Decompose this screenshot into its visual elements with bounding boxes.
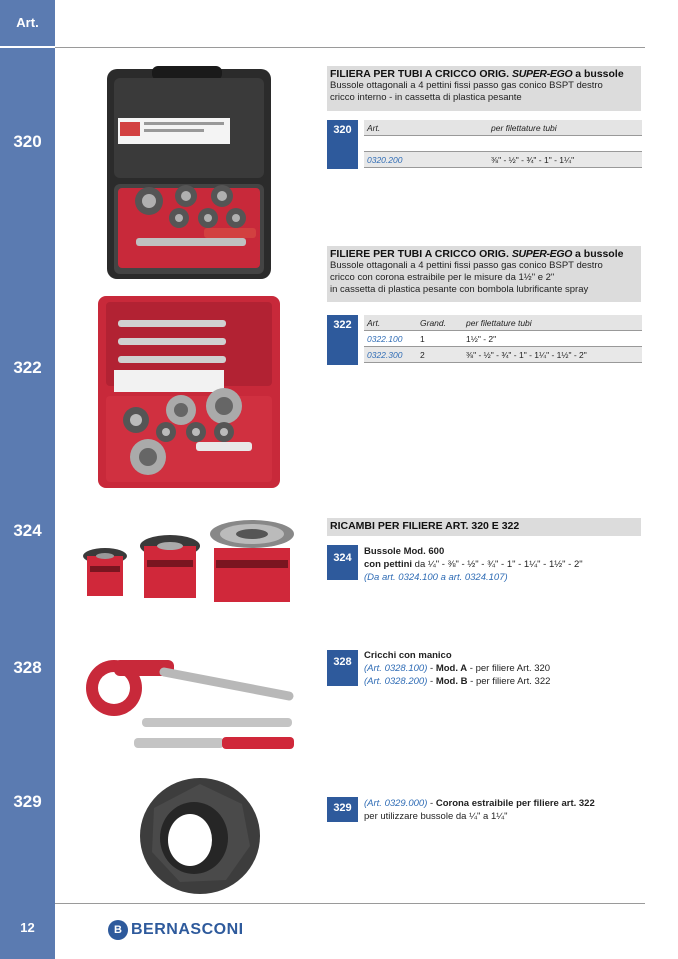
section-320-badge: 320	[327, 120, 358, 169]
table-row-spacer	[364, 136, 642, 152]
line-2: per utilizzare bussole da ¼" a 1¼"	[364, 811, 508, 822]
model-a-line	[364, 662, 550, 675]
sidebar-header: Art.	[0, 0, 55, 48]
product-image-328-ratchets	[84, 652, 296, 756]
description-line-3: in cassetta di plastica pesante con bombola lubrificante spray	[330, 284, 589, 295]
line-2-rest: da ¼" - ⅜" - ½" - ¾" - 1" - 1¼" - 1½" - 2"	[412, 559, 583, 570]
sidebar-number-329: 329	[13, 792, 42, 811]
model-b-code: (Art. 0328.200)	[364, 676, 428, 687]
section-328-text	[364, 649, 550, 688]
line-1: Cricchi con manico	[364, 650, 452, 661]
grand-value	[430, 152, 488, 168]
description-line-2: cricco con corona estraibile per le misure da 1½" e 2"	[330, 272, 555, 283]
title-text: FILIERA PER TUBI A CRICCO ORIG.	[330, 68, 513, 80]
model-b-desc: - per filiere Art. 322	[467, 676, 551, 687]
section-322-header	[327, 246, 641, 302]
model-a-code: (Art. 0328.100)	[364, 663, 428, 674]
art-code: 0322.100	[364, 331, 417, 347]
bernasconi-logo	[108, 918, 244, 942]
page-number: 12	[20, 920, 35, 935]
art-code: 0322.300	[364, 347, 417, 363]
model-b-line	[364, 675, 550, 688]
line-1	[364, 797, 595, 810]
brand-name: SUPER-EGO	[512, 68, 573, 80]
top-divider	[55, 47, 645, 48]
product-image-320-case	[104, 66, 274, 284]
line-3-codes: (Da art. 0324.100 a art. 0324.107)	[364, 572, 508, 583]
section-324-header	[327, 518, 641, 536]
sidebar-number-324: 324	[13, 521, 42, 540]
filettature-value: ⅜" - ½" - ¾" - 1" - 1¼" - 1½" - 2"	[463, 347, 642, 363]
col-art: Art.	[364, 120, 430, 136]
logo-mark-icon: B	[108, 920, 128, 940]
section-329-badge: 329	[327, 797, 358, 822]
item-name: Corona estraibile per filiere art. 322	[435, 798, 595, 809]
table-row	[364, 331, 642, 347]
separator: -	[427, 798, 436, 809]
table-row	[364, 152, 642, 168]
line-2-bold: con pettini	[364, 559, 413, 570]
sidebar-number-320: 320	[13, 132, 42, 151]
section-322-table	[364, 315, 642, 363]
title-suffix: a bussole	[572, 68, 624, 80]
filettature-value: 1½" - 2"	[463, 331, 642, 347]
sidebar	[0, 0, 55, 959]
separator: -	[427, 663, 436, 674]
filettature-value: ⅜" - ½" - ¾" - 1" - 1¼"	[488, 152, 642, 168]
model-b-name: Mod. B	[435, 676, 468, 687]
bottom-divider	[55, 903, 645, 904]
section-328-badge: 328	[327, 650, 358, 686]
section-324-badge: 324	[327, 545, 358, 580]
grand-value: 1	[417, 331, 463, 347]
title-text: FILIERE PER TUBI A CRICCO ORIG.	[330, 248, 512, 260]
brand-name: SUPER-EGO	[511, 248, 573, 260]
sidebar-number-328: 328	[13, 658, 42, 677]
logo-name: BERNASCONI	[131, 921, 244, 938]
table-row	[364, 347, 642, 363]
description-line-2: cricco interno - in cassetta di plastica pesante	[330, 92, 522, 103]
product-image-329-corona	[134, 774, 264, 896]
col-grand: Grand.	[417, 315, 463, 331]
grand-value: 2	[417, 347, 463, 363]
col-filettature: per filettature tubi	[488, 120, 642, 136]
col-filettature: per filettature tubi	[463, 315, 642, 331]
line-2	[364, 558, 583, 571]
section-320-header	[327, 66, 641, 111]
model-a-name: Mod. A	[435, 663, 468, 674]
item-code: (Art. 0329.000)	[364, 798, 428, 809]
section-329-text	[364, 797, 595, 823]
section-320-table	[364, 120, 642, 168]
table-header-row	[364, 120, 642, 136]
description-line-1: Bussole ottagonali a 4 pettini fissi passo gas conico BSPT destro	[330, 80, 603, 91]
model-a-desc: - per filiere Art. 320	[467, 663, 551, 674]
section-322-title	[330, 248, 638, 260]
col-art: Art.	[364, 315, 417, 331]
table-header-row	[364, 315, 642, 331]
section-322-badge: 322	[327, 315, 358, 365]
section-324-title: RICAMBI PER FILIERE ART. 320 E 322	[330, 520, 520, 532]
col-grand	[430, 120, 488, 136]
title-suffix: a bussole	[572, 248, 624, 260]
sidebar-number-322: 322	[13, 358, 42, 377]
separator: -	[427, 676, 436, 687]
line-1: Bussole Mod. 600	[364, 546, 445, 557]
product-image-322-case	[96, 292, 282, 492]
art-code: 0320.200	[364, 152, 430, 168]
section-324-text	[364, 545, 583, 584]
product-image-324-dies	[80, 508, 300, 608]
section-320-title	[330, 68, 638, 80]
description-line-1: Bussole ottagonali a 4 pettini fissi passo gas conico BSPT destro	[330, 260, 603, 271]
